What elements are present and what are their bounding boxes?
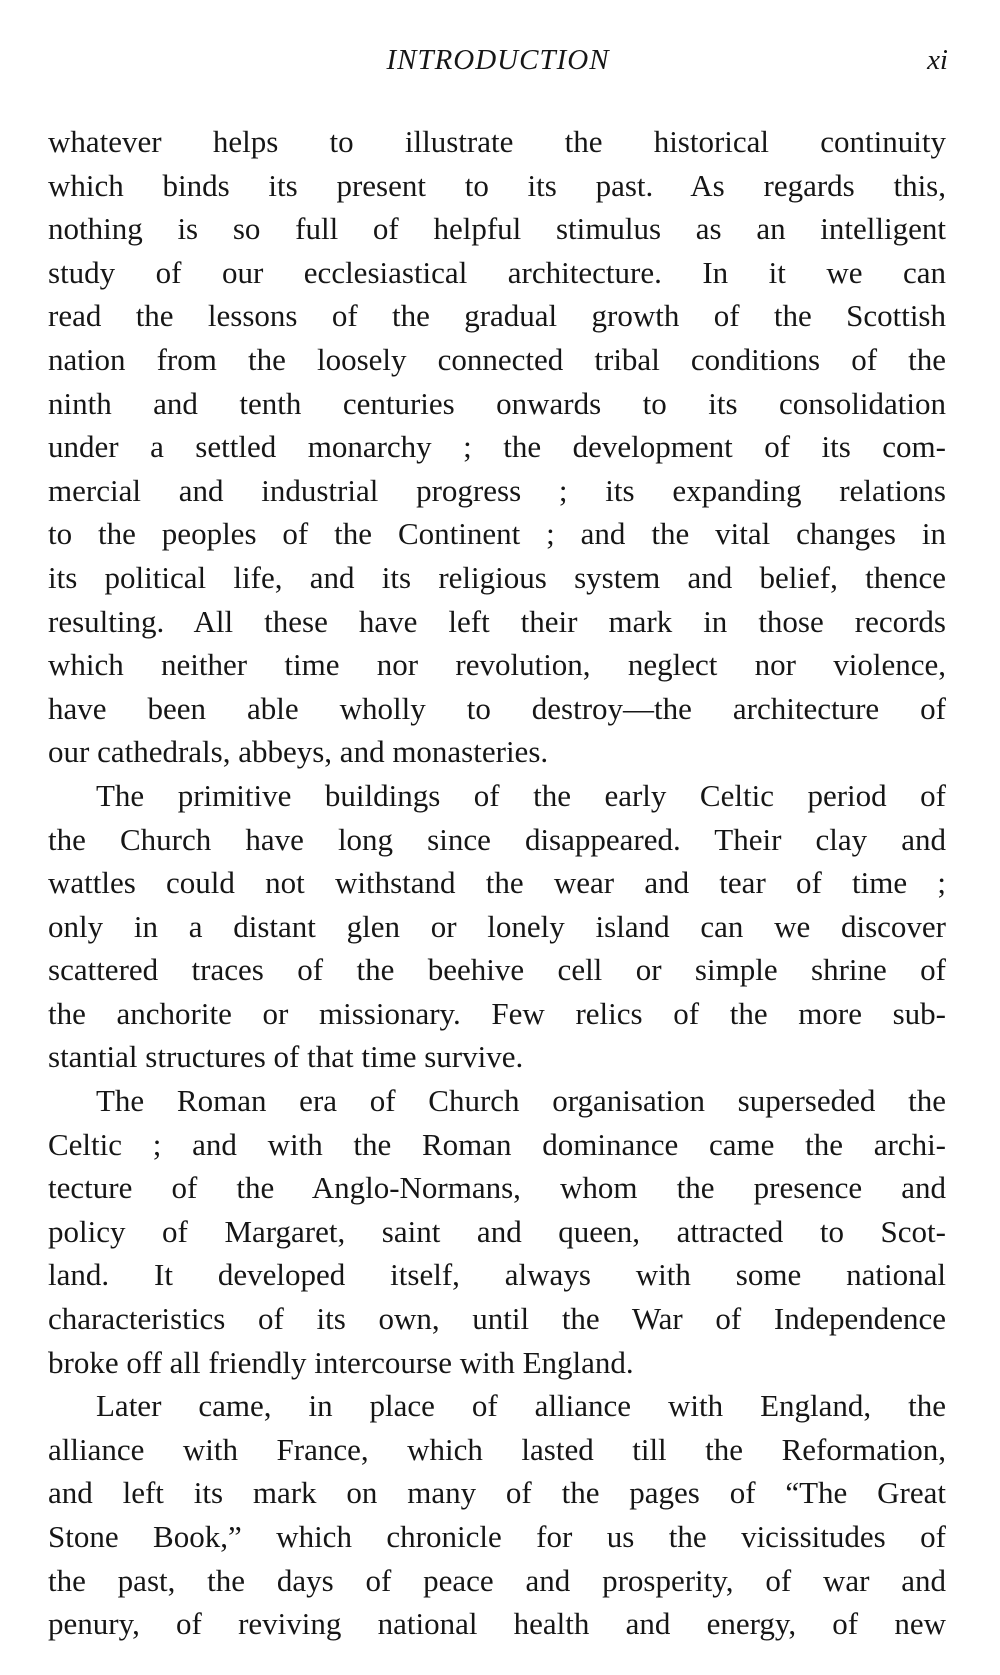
text-line: to the peoples of the Continent ; and the vital changes in: [48, 516, 946, 552]
text-line: scattered traces of the beehive cell or simple shrine of: [48, 952, 946, 988]
text-line: read the lessons of the gradual growth of the Scottish: [48, 298, 946, 334]
text-line: which binds its present to its past. As regards this,: [48, 167, 946, 203]
text-line: only in a distant glen or lonely island can we discover: [48, 908, 946, 944]
text-line: tecture of the Anglo-Normans, whom the presence and: [48, 1170, 946, 1206]
text-line: The Roman era of Church organisation superseded the: [96, 1083, 946, 1119]
text-line: have been able wholly to destroy—the architecture of: [48, 690, 946, 726]
text-line: characteristics of its own, until the War of Independence: [48, 1301, 946, 1337]
body-text: [48, 120, 946, 1646]
text-line: ninth and tenth centuries onwards to its consolidation: [48, 385, 946, 421]
text-line: Celtic ; and with the Roman dominance came the archi-: [48, 1126, 946, 1162]
page-header: [48, 44, 948, 84]
text-line: the Church have long since disappeared. Their clay and: [48, 821, 946, 857]
text-line: resulting. All these have left their mark in those records: [48, 603, 946, 639]
text-line: nation from the loosely connected tribal conditions of the: [48, 341, 946, 377]
text-line: land. It developed itself, always with some national: [48, 1257, 946, 1293]
text-line: the anchorite or missionary. Few relics of the more sub-: [48, 995, 946, 1031]
text-line: nothing is so full of helpful stimulus as an intelligent: [48, 211, 946, 247]
text-line: which neither time nor revolution, neglect nor violence,: [48, 647, 946, 683]
page-number: xi: [927, 44, 948, 76]
text-line: mercial and industrial progress ; its expanding relations: [48, 472, 946, 508]
text-line: wattles could not withstand the wear and tear of time ;: [48, 865, 946, 901]
text-line: its political life, and its religious system and belief, thence: [48, 559, 946, 595]
text-line: The primitive buildings of the early Celtic period of: [96, 777, 946, 813]
text-line: alliance with France, which lasted till the Reformation,: [48, 1431, 946, 1467]
text-line: Later came, in place of alliance with England, the: [96, 1388, 946, 1424]
text-line: study of our ecclesiastical architecture. In it we can: [48, 254, 946, 290]
text-line: under a settled monarchy ; the development of its com-: [48, 429, 946, 465]
text-line: whatever helps to illustrate the historical continuity: [48, 124, 946, 159]
text-line: stantial structures of that time survive.: [48, 1039, 524, 1075]
text-line: our cathedrals, abbeys, and monasteries.: [48, 734, 549, 770]
text-line: broke off all friendly intercourse with England.: [48, 1344, 634, 1380]
text-line: Stone Book,” which chronicle for us the vicissitudes of: [48, 1519, 946, 1554]
text-line: policy of Margaret, saint and queen, attracted to Scot-: [48, 1213, 946, 1249]
running-head: INTRODUCTION: [386, 44, 610, 76]
text-line: and left its mark on many of the pages of “The Great: [48, 1475, 946, 1511]
text-line: the past, the days of peace and prosperity, of war and: [48, 1562, 946, 1598]
text-line: penury, of reviving national health and energy, of new: [48, 1606, 946, 1642]
